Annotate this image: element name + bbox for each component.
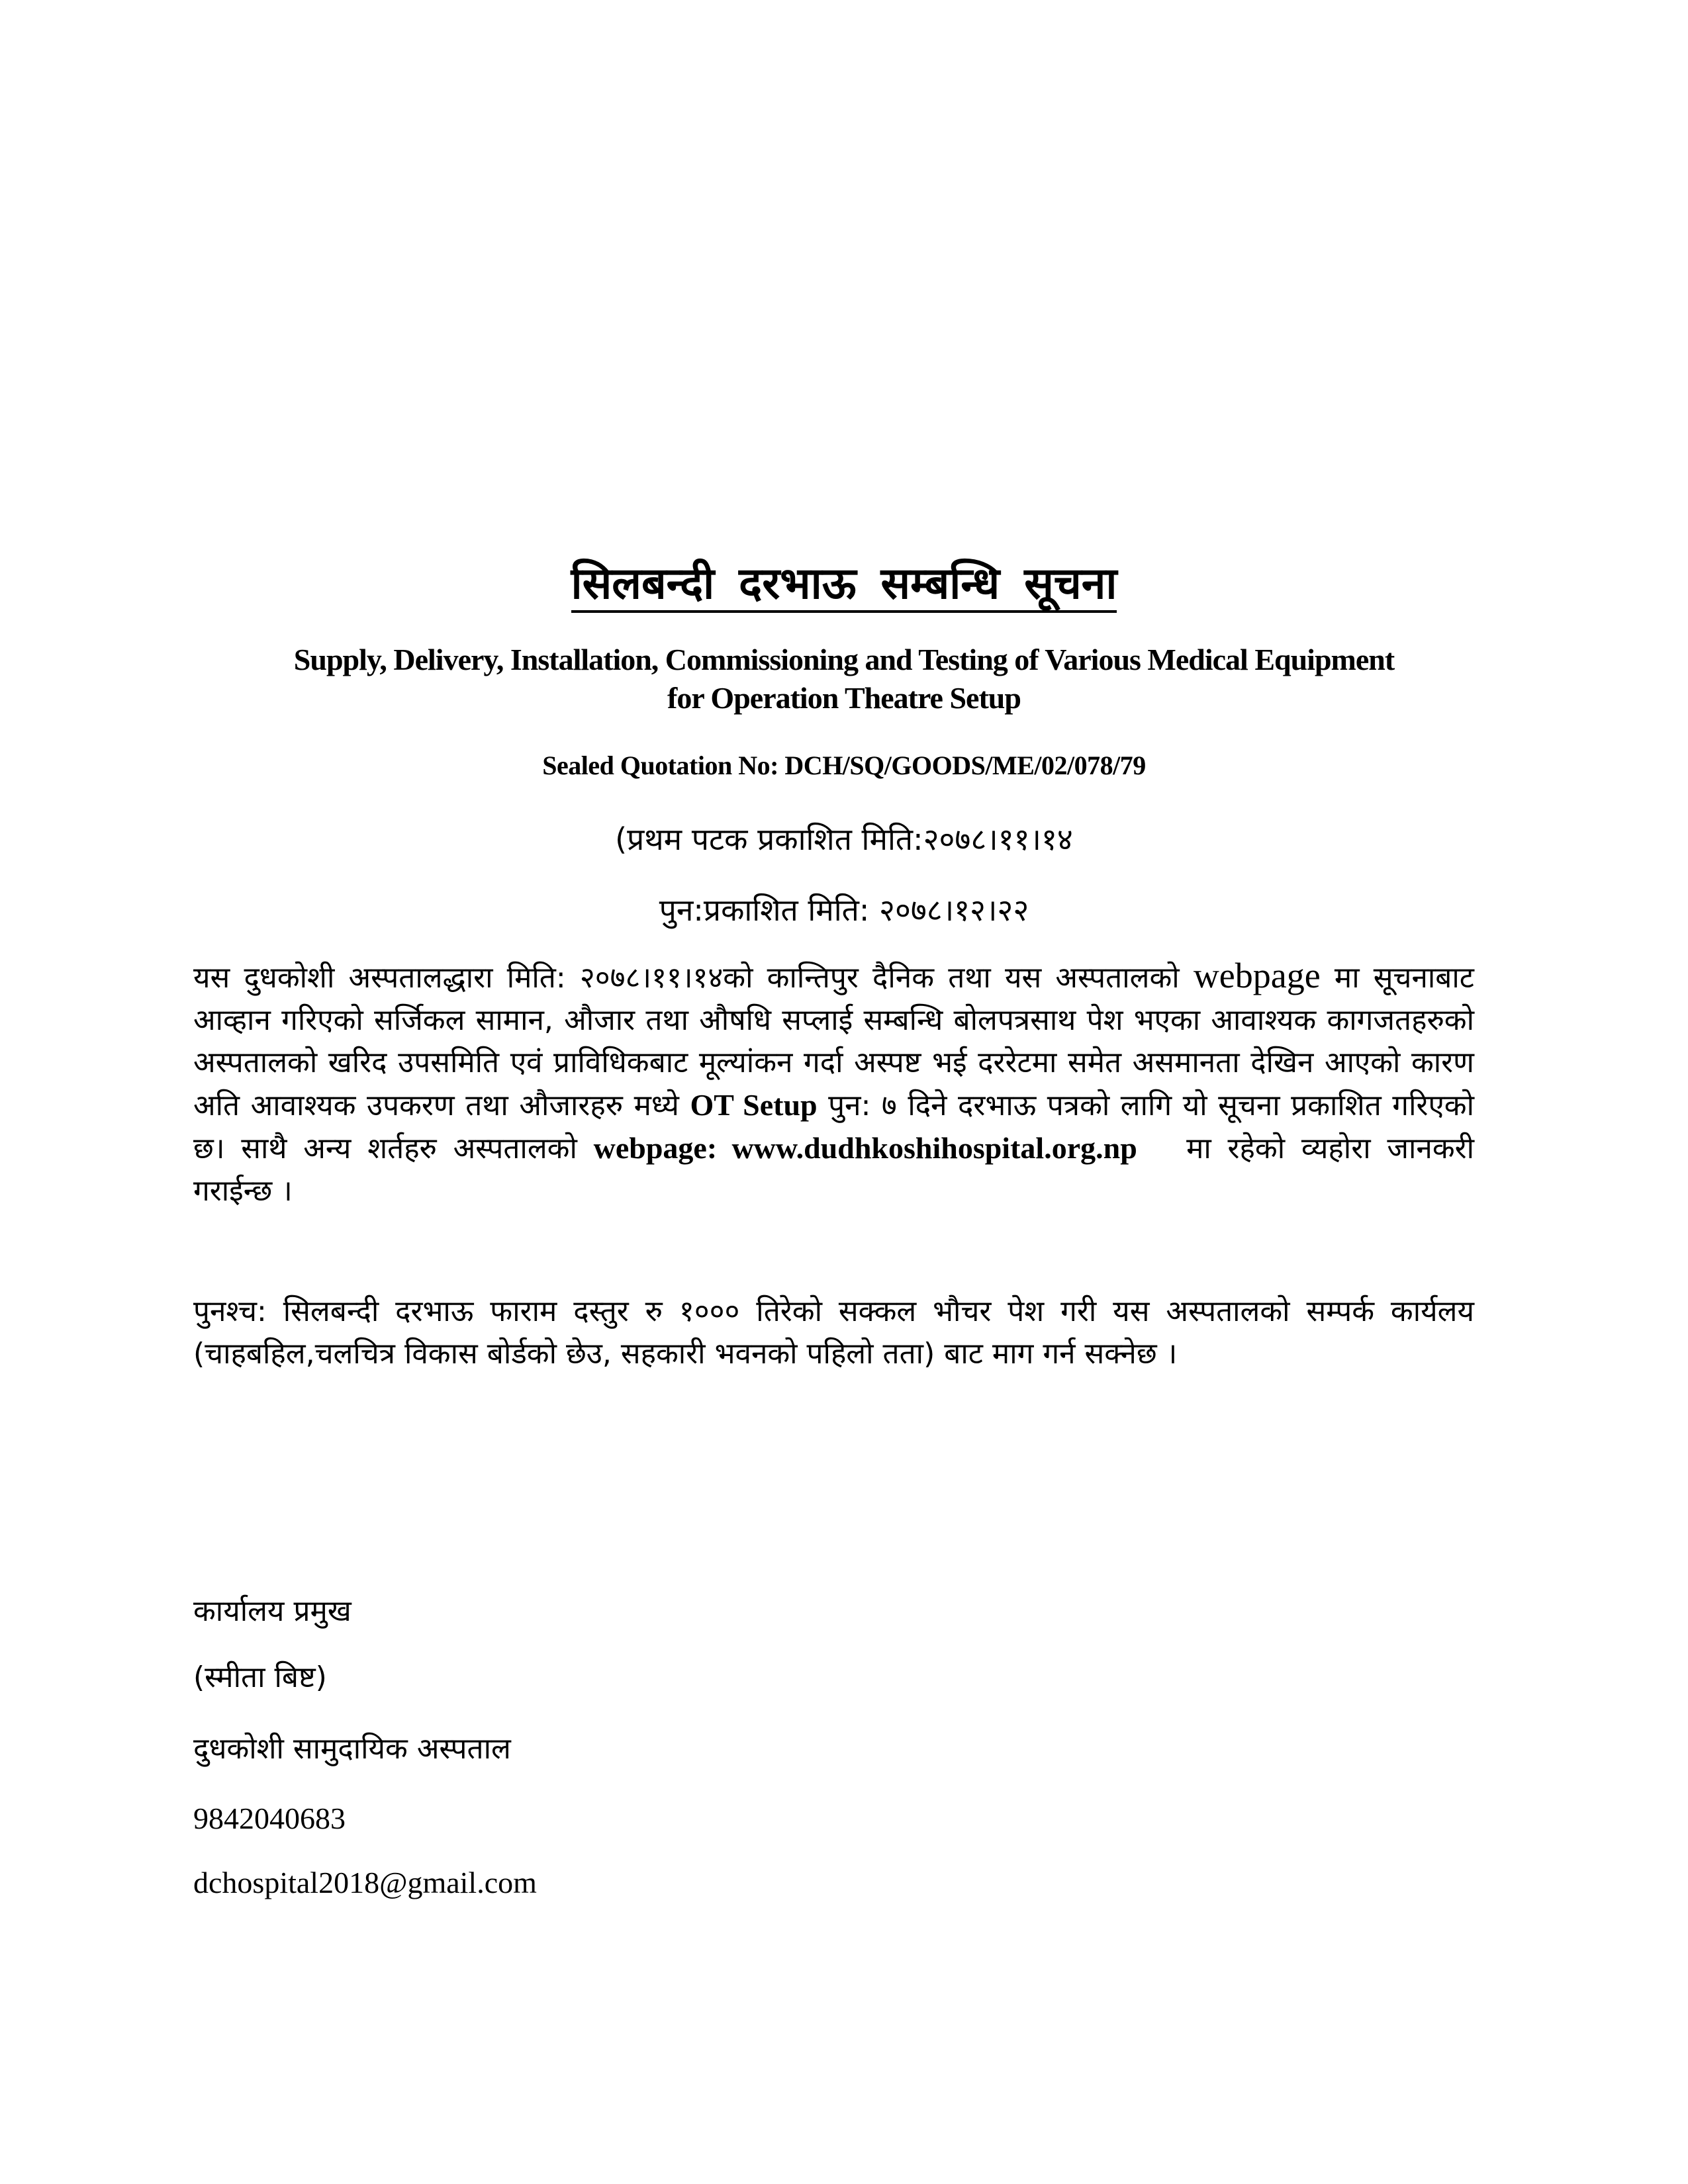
hospital-website-link[interactable]: webpage: www.dudhkoshihospital.org.np — [593, 1131, 1137, 1165]
para1-text-4: मा रहेको व्यहोरा जानकरी गराईन्छ । — [193, 1132, 1484, 1208]
para1-text-1: यस दुधकोशी अस्पतालद्धारा मिति: २०७८।११।१४को कान्तिपुर दैनिक तथा यस अस्पतालको — [193, 961, 1194, 995]
republished-date: पुन:प्रकाशित मिति: २०७८।१२।२२ — [659, 892, 1029, 928]
first-published-date: (प्रथम पटक प्रकाशित मिति:२०७८।११।१४ — [615, 821, 1073, 857]
para1-text-2: मा सूचनाबाट आव्हान गरिएको सर्जिकल सामान, औजार तथा औषधि सप्लाई सम्बन्धि बोलपत्रसाथ पेश भएका आवाश्यक कागजतहरुको अस्पतालको खरिद उपसमिति एवं प्राविधिकबाट मूल्यांकन गर्दा अस्पष्ट भई दररेटमा समेत असमानता देखिन आएको कारण अति आवाश्यक उपकरण तथा औजारहरु मध्ये — [193, 961, 1474, 1122]
signature-organization — [193, 1729, 511, 1769]
para1-text-3: पुन: ७ दिने दरभाऊ पत्रको लागि यो सूचना प्रकाशित गरिएको छ। साथै अन्य शर्तहरु अस्पतालको — [193, 1089, 1474, 1165]
signature-email[interactable]: dchospital2018@gmail.com — [193, 1866, 537, 1899]
signature-name — [193, 1658, 327, 1698]
notice-title — [0, 557, 1688, 610]
para1-webpage: webpage — [1193, 956, 1321, 995]
signature-designation — [193, 1592, 352, 1631]
notice-title-text: सिलबन्दी दरभाऊ सम्बन्धि सूचना — [571, 558, 1117, 613]
body-paragraph-1 — [193, 954, 1484, 1212]
name-text: (स्मीता बिष्ट) — [193, 1661, 327, 1694]
organization-text: दुधकोशी सामुदायिक अस्पताल — [193, 1732, 511, 1766]
subtitle-line-1: Supply, Delivery, Installation, Commissioning and Testing of Various Medical Equipment — [293, 643, 1395, 676]
body-paragraph-2: पुनश्च: सिलबन्दी दरभाऊ फाराम दस्तुर रु १००० तिरेको सक्कल भौचर पेश गरी यस अस्पतालको सम्पर्क कार्यलय (चाहबहिल,चलचित्र विकास बोर्डको छेउ, सहकारी भवनको पहिलो तता) बाट माग गर्न सक्नेछ । — [193, 1295, 1474, 1371]
quotation-number: Sealed Quotation No: DCH/SQ/GOODS/ME/02/078/79 — [542, 751, 1146, 780]
signature-phone: 9842040683 — [193, 1801, 346, 1835]
para1-ot-setup: OT Setup — [690, 1088, 818, 1122]
subtitle-line-2: for Operation Theatre Setup — [667, 681, 1021, 715]
designation-text: कार्यालय प्रमुख — [193, 1594, 352, 1628]
